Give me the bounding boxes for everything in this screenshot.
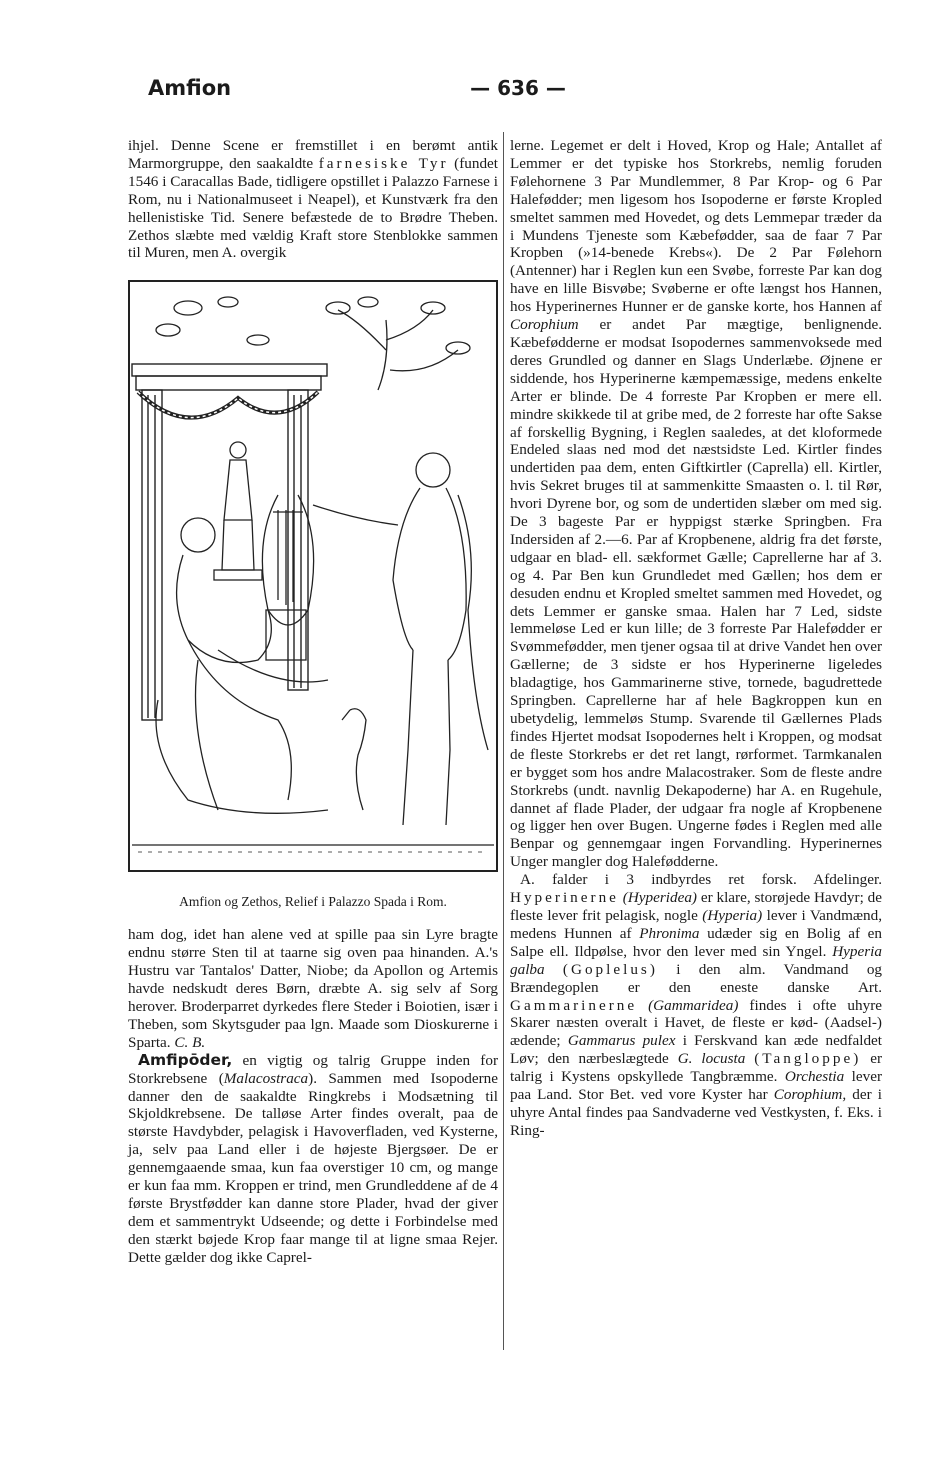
entry-amfipoder: Amfipōder, en vigtig og talrig Gruppe inden for Storkrebsene (Malacostraca). Sammen med Isopoderne danner den de saakaldte Ringkrebs i Modsætning til Skjoldkrebsene. De talløse Arter findes overalt, paa de største Havdybder, pelagisk i Havoverfladen, ved Kysterne, ja, selv paa Land eller i de højeste Bjergsøer. De er gennemgaaende smaa, kun faa overstiger 10 cm, og mange er kun faa mm. Kroppen er trind, men Grundleddene af de 4 første Brystfødder kan danne store Plader, hvad der giver dem et sammentrykt Udseende; og dette i Forbindelse med den stærkt bøjede Krop faar mange til at ligne smaa Rejer. Dette gælder dog ikke Caprel-: [128, 1050, 498, 1266]
headword: Amfion: [148, 76, 232, 100]
relief-figure: [128, 280, 498, 910]
amfion-text-top: ihjel. Denne Scene er fremstillet i en berømt antik Marmorgruppe, den saakaldte farnesiske Tyr (fundet 1546 i Caracallas Bade, tidligere opstillet i Palazzo Farnese i Rom, nu i Nationalmuseet i Neapel), et Kunstværk fra den hellenistiske Tid. Senere befæstede de to Brødre Theben. Zethos slæbte med vældig Kraft store Stenblokke sammen til Muren, men A. overgik: [128, 137, 499, 262]
right-paragraph-2: A. falder i 3 indbyrdes ret forsk. Afdelinger. Hyperinerne (Hyperidea) er klare, storøjede Havdyr; de fleste lever frit pelagisk, nogle (Hyperia) lever i Vandmænd, medens Hunnen af Phronima udæder sig en Bolig af en Salpe ell. Ildpølse, hvor den lever med sin Yngel. Hyperia galba (Goplelus) i den alm. Vandmand og Brændegoplen er den eneste danske Art. Gammarinerne (Gammaridea) findes i ofte uhyre Skarer næsten overalt i Havet, de fleste er kød- (Aadsel-) ædende; Gammarus pulex i Ferskvand kan æde nedfaldet Løv; den nærbeslægtede G. locusta (Tangloppe) er talrig i Kystens opskyllede Tangbræmme. Orchestia lever paa Land. Stor Bet. ved vore Kyster har Corophium, der i uhyre Antal findes paa Sandvaderne ved Vestkysten, f. Eks. i Ring-: [510, 871, 883, 1139]
figure-caption: Amfion og Zethos, Relief i Palazzo Spada i Rom.: [179, 894, 447, 910]
entry-headword: Amfipōder,: [138, 1050, 233, 1069]
relief-illustration: [128, 280, 498, 886]
right-column: [510, 137, 882, 1140]
right-paragraph-1: lerne. Legemet er delt i Hoved, Krop og Hale; Antallet af Lemmer er det typiske hos Storkrebs, nemlig foruden Følehornene 3 Par Mundlemmer, 8 Par Krop- og 6 Par Halefødder; men ligesom hos Isopoderne er første Kropled smeltet sammen med Hovedet, og dets Lemmepar træder da i Mundens Tjeneste som Kæbefødder, saa de faar 7 Par Kropben (»14-benede Krebs«). De 2 Par Følehorn (Antenner) har i Reglen kun een Svøbe, forreste Par kan dog have en lille Bisvøbe; Svøberne er ofte længst hos Hannen, hos Hyperinernes Hunner er de ganske korte, hos Hannen af Corophium er andet Par mægtige, benlignende. Kæbefødderne er modsat Isopodernes sammenvoksede med deres Grundled og danner en Slags Underlæbe. Øjnene er siddende, hos Hyperinerne kæmpemæssige, medens enkelte Arter er blinde. De 4 forreste Par Kropben er mere ell. mindre skikkede til at gribe med, de 2 forreste har ofte Sakse af forskellig Bygning, i Reglen saaledes, at det kloformede Endeled slaas ned mod det næstsidste Led. Kirtler findes undertiden paa dem, enten Giftkirtler (Caprella) ell. Kirtler, hvis Sekret bruges til at sammenkitte Smaasten o. l. til Rør, hvori Dyrene bor, og som de undertiden slæber om med sig. De 3 bageste Par er hyppigst stærke Springben. Fra Indersiden af 2.—6. Par af Kropbenene, aldrig fra det første, udgaar en blad- ell. sækformet Gælle; Caprellerne har af 3. og 4. Par Ben kun Grundledet med Gællen; hos dem er desuden endnu et Kropled smeltet sammen med Hovedet, og dets Lemmer er ganske smaa. Halen har 7 Led, sidste lemmeløse Led er kun lille; de 3 forreste Par Halefødder er Svømmefødder, men tjener ogsaa til at drive Vandet hen over Gællerne; de 3 sidste er hos Hyperinerne ligeledes bladagtige, hos Gammarinerne stive, tornede, bagudrettede Springben. Caprellerne har af hele Bagkroppen kun en ubetydelig, lemmeløs Stump. Svarende til Gællernes Plads findes Hjertet modsat Isopodernes helt i Kroppen, og modsat de fleste Storkrebs er det ret langt, rørformet. Tarmkanalen er bygget som hos andre Malacostraker. Som de fleste andre Storkrebs (undt. navnlig Dekapoderne) har A. en Rugehule, dannet af flade Plader, der udgaar fra nogle af Kropbenene og ligger hen over Bugen. Ungerne fødes i Reglen med alle Benpar og gennemgaar ingen Forvandling. Hyperinernes Unger mangler dog Halefødderne.: [510, 137, 882, 871]
column-divider: [503, 132, 504, 1350]
author-signature: C. B.: [174, 1033, 206, 1051]
amfion-text-bottom: ham dog, idet han alene ved at spille paa sin Lyre bragte endnu større Sten til at taarne sig oven paa hinanden. A.'s Hustru var Tantalos' Datter, Niobe; da Apollon og Artemis havde nedskudt deres Børn, dræbte A. sig selv af Sorg herover. Broderparret dyrkedes flere Steder i Boiotien, især i Theben, som Skytsguder paa lgn. Maade som Dioskurerne i Sparta. C. B.: [128, 926, 498, 1051]
page-number: — 636 —: [470, 76, 566, 100]
left-column: [128, 137, 498, 1267]
page-header: [148, 76, 903, 110]
spaced-term: farnesiske Tyr: [318, 154, 449, 172]
